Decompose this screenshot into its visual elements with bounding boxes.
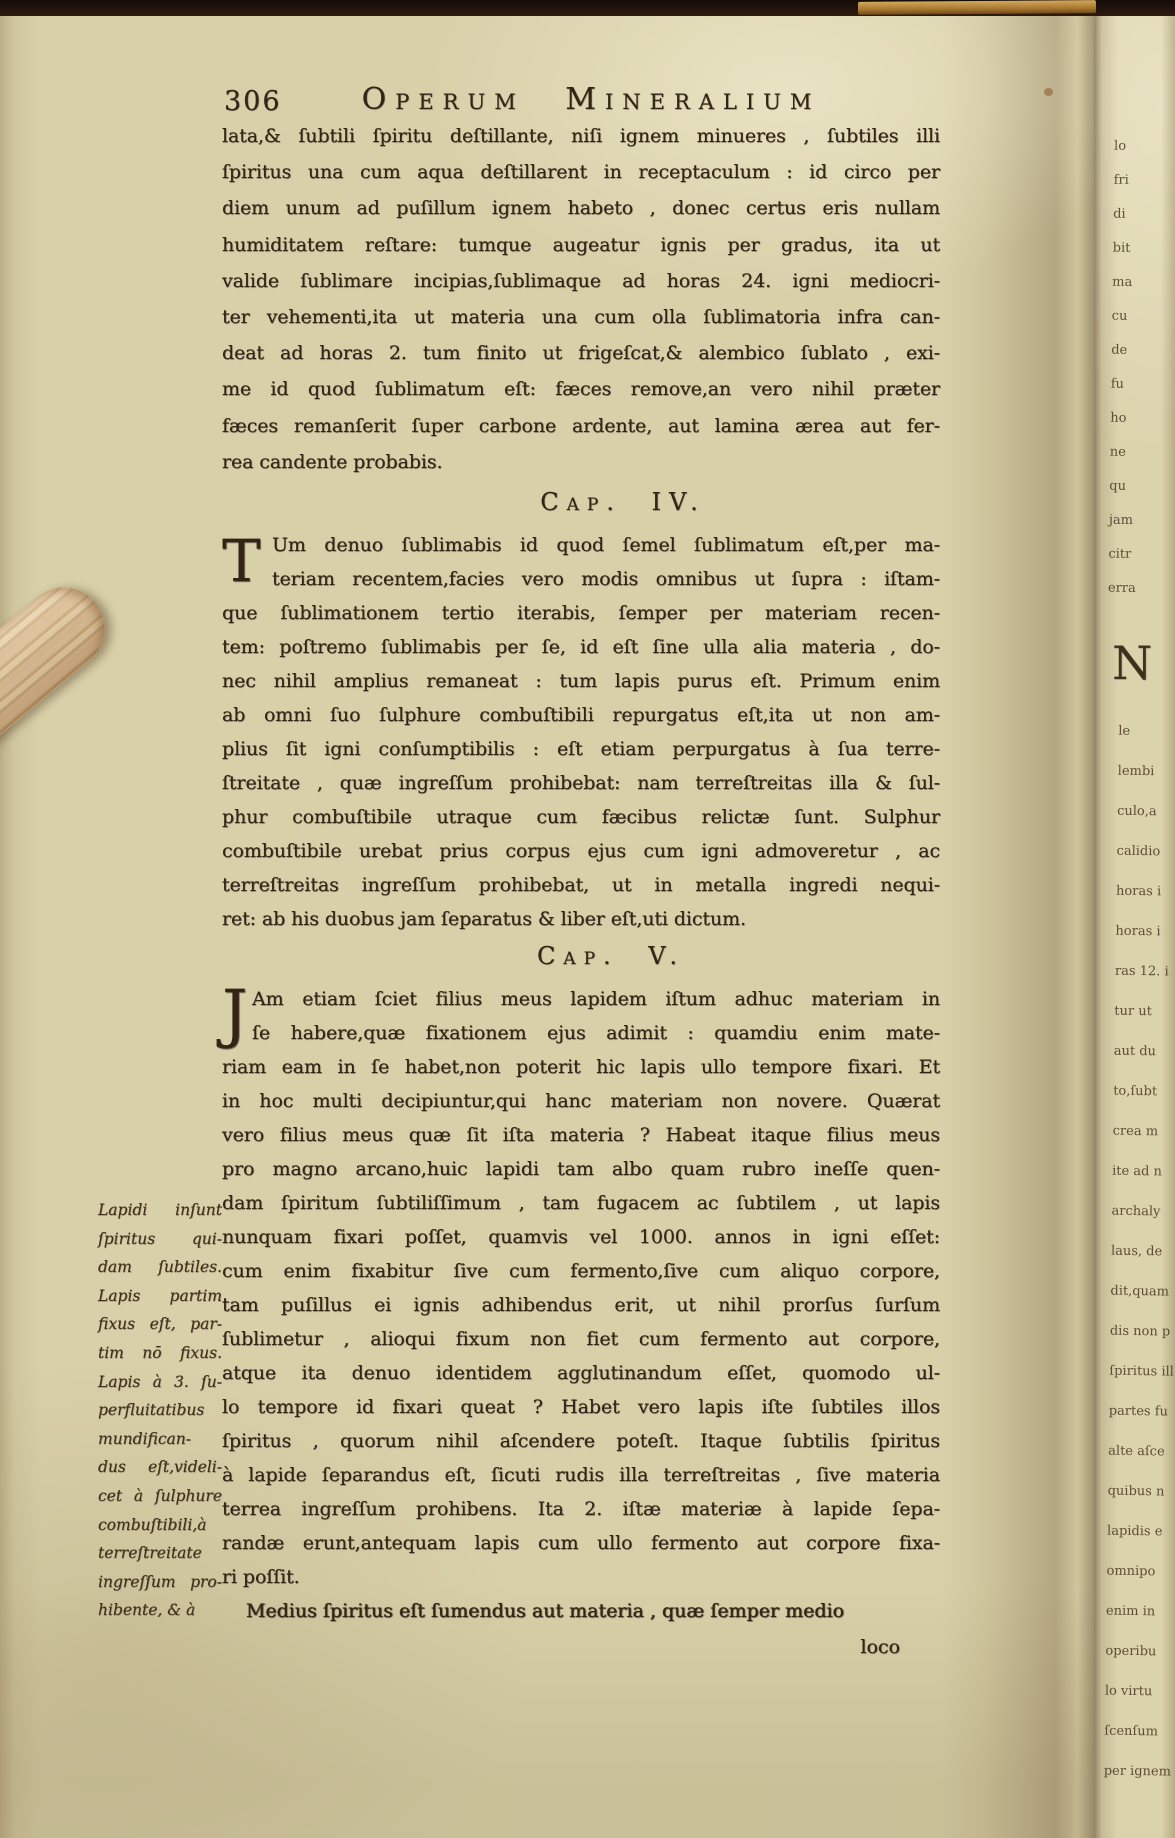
text-fragment: quibus n bbox=[1107, 1483, 1165, 1500]
text-fragment: operibu bbox=[1105, 1643, 1157, 1660]
chapter-heading-text: Cap. V. bbox=[536, 942, 686, 970]
page-number: 306 bbox=[224, 86, 282, 117]
text-fragment: archaly bbox=[1111, 1203, 1161, 1220]
chapter-heading-cap4 bbox=[264, 488, 982, 516]
text-fragment: ſpiritus ill bbox=[1109, 1363, 1174, 1380]
text-line: que ſublimationem tertio iterabis, ſemper per materiam recen- bbox=[222, 602, 940, 624]
margin-note-line: dus eſt,videli- bbox=[98, 1458, 222, 1477]
text-line: lata,& ſubtili ſpiritu deſtillante, niſi ignem minueres , ſubtiles illi bbox=[222, 125, 940, 147]
text-line: nec nihil amplius remaneat : tum lapis purus eſt. Primum enim bbox=[222, 670, 940, 692]
text-fragment: erra bbox=[1107, 580, 1136, 597]
text-fragment: bit bbox=[1112, 240, 1131, 256]
text-line: ſtreitate , quæ ingreſſum prohibebat: nam terreſtreitas illa & ſul- bbox=[222, 772, 940, 794]
text-line: à lapide ſeparandus eſt, ſicuti rudis illa terreſtreitas , ſive materia bbox=[222, 1464, 940, 1486]
drop-cap-j: J bbox=[222, 977, 248, 1051]
text-line: fæces remanſerit ſuper carbone ardente, aut lamina ærea aut fer- bbox=[222, 414, 940, 437]
text-line: plius ſit igni conſumptibilis : eſt etiam perpurgatus à ſua terre- bbox=[222, 738, 940, 760]
text-line: ri poſſit. bbox=[222, 1566, 300, 1588]
text-fragment: alte aſce bbox=[1108, 1443, 1165, 1460]
text-line: riam eam in ſe habet,non poterit hic lapis ullo tempore fixari. Et bbox=[222, 1056, 940, 1078]
text-fragment: lembi bbox=[1117, 763, 1155, 780]
text-fragment: qu bbox=[1109, 478, 1127, 494]
text-line: tam puſillus ei ignis adhibendus erit, ut nihil prorſus ſurſum bbox=[222, 1294, 940, 1316]
margin-note-line: ſpiritus qui- bbox=[98, 1229, 222, 1248]
text-fragment: ras 12. i bbox=[1114, 963, 1169, 980]
book-page bbox=[0, 14, 1094, 1838]
text-line: pro magno arcano,huic lapidi tam albo quam rubro ineſſe quen- bbox=[222, 1158, 940, 1180]
text-fragment: de bbox=[1111, 342, 1128, 358]
text-line: me id quod ſublimatum eſt: fæces remove,an vero nihil præter bbox=[222, 378, 940, 401]
text-line: ab omni ſuo ſulphure combuſtibili repurgatus eſt,ita ut non am- bbox=[222, 704, 940, 726]
margin-note-line: terreſtreitate bbox=[98, 1544, 202, 1563]
text-line: ſublimetur , alioqui fixum non fiet cum fermento aut corpore, bbox=[222, 1328, 940, 1350]
paragraph-continuation bbox=[222, 118, 940, 480]
margin-note-line: perfluitatibus bbox=[98, 1401, 205, 1420]
text-line: ſpiritus una cum aqua deſtillarent in receptaculum : id circo per bbox=[222, 161, 940, 184]
margin-note bbox=[98, 1196, 222, 1625]
text-line: terrea ingreſſum prohibens. Ita 2. iſtæ materiæ à lapide ſepa- bbox=[222, 1498, 940, 1520]
text-line: ter vehementi,ita ut materia una cum olla ſublimatoria infra can- bbox=[222, 306, 940, 329]
text-fragment: calidio bbox=[1116, 843, 1161, 860]
text-fragment: tur ut bbox=[1114, 1003, 1153, 1020]
text-line: randæ erunt,antequam lapis cum ullo fermento aut corpore fixa- bbox=[222, 1532, 940, 1554]
text-column bbox=[222, 14, 940, 1838]
text-line: combuſtibile urebat prius corpus ejus cum igni admoveretur , ac bbox=[222, 840, 940, 862]
margin-note-line: dam ſubtiles. bbox=[98, 1258, 222, 1277]
next-page-edge bbox=[1094, 14, 1175, 1838]
text-fragment: cu bbox=[1111, 308, 1128, 324]
margin-note-line: combuſtibili,à bbox=[98, 1515, 207, 1534]
text-fragment: to,ſubt bbox=[1113, 1083, 1158, 1100]
text-fragment: lo virtu bbox=[1104, 1683, 1153, 1700]
gilded-page-edge bbox=[858, 0, 1096, 15]
running-title: Operum Mineralium bbox=[361, 82, 821, 117]
text-line: nunquam fixari poſſet, quamvis vel 1000. annos in igni eſſet: bbox=[222, 1226, 940, 1248]
margin-note-line: hibente, & à bbox=[98, 1601, 196, 1620]
text-fragment: dit,quam bbox=[1110, 1283, 1170, 1300]
margin-note-line: Lapidi inſunt bbox=[98, 1201, 222, 1219]
text-fragment: laus, de bbox=[1110, 1243, 1163, 1260]
paper-speckle bbox=[1044, 88, 1053, 96]
text-fragment: omnipo bbox=[1106, 1563, 1156, 1580]
text-line: ret: ab his duobus jam ſeparatus & liber eſt,uti dictum. bbox=[222, 908, 746, 930]
text-line: vero filius meus quæ ſit iſta materia ? Habeat itaque filius meus bbox=[222, 1124, 940, 1146]
text-line: in hoc multi decipiuntur,qui hanc materiam non novere. Quærat bbox=[222, 1090, 940, 1112]
paragraph-cap5 bbox=[222, 977, 940, 1594]
text-line: phur combuſtibile utraque cum fæcibus relictæ ſunt. Sulphur bbox=[222, 806, 940, 828]
text-fragment: di bbox=[1113, 206, 1126, 222]
paragraph-cap4 bbox=[222, 528, 940, 936]
text-line: tem: poſtremo ſublimabis per ſe, id eſt ſine ulla alia materia , do- bbox=[222, 636, 940, 658]
text-fragment: ne bbox=[1109, 444, 1127, 460]
next-page-text-fragments-top bbox=[1094, 129, 1175, 606]
text-line: ſe habere,quæ fixationem ejus adimit : quamdiu enim mate- bbox=[252, 1022, 940, 1044]
next-page-initial: N bbox=[1112, 636, 1153, 690]
margin-note-line: mundifican- bbox=[98, 1429, 192, 1448]
text-line: lo tempore id fixari queat ? Habet vero lapis iſte ſubtiles illos bbox=[222, 1396, 940, 1418]
text-line: rea candente probabis. bbox=[222, 450, 443, 473]
text-fragment: ite ad n bbox=[1112, 1163, 1163, 1180]
wooden-bookmark bbox=[0, 571, 121, 782]
text-fragment: fri bbox=[1113, 172, 1129, 188]
text-fragment: per ignem bbox=[1103, 1763, 1172, 1780]
catchword: loco bbox=[860, 1636, 900, 1658]
text-fragment: aut du bbox=[1113, 1043, 1157, 1060]
next-page-text-fragments-bottom bbox=[1094, 711, 1175, 1792]
text-line: atque ita denuo identidem agglutinandum eſſet, quomodo ul- bbox=[222, 1362, 940, 1384]
text-fragment: ho bbox=[1110, 410, 1127, 426]
text-fragment: fu bbox=[1110, 376, 1125, 392]
text-line: ſpiritus , quorum nihil aſcendere poteſt. Itaque ſubtilis ſpiritus bbox=[222, 1430, 940, 1452]
text-line: diem unum ad puſillum ignem habeto , donec certus eris nullam bbox=[222, 197, 940, 220]
text-line: cum enim fixabitur ſive cum fermento,ſive cum aliquo corpore, bbox=[222, 1260, 940, 1282]
text-fragment: enim in bbox=[1105, 1603, 1156, 1620]
margin-note-line: Lapis partim bbox=[98, 1286, 222, 1305]
drop-cap-t: T bbox=[222, 527, 261, 595]
book-top-edge bbox=[0, 0, 1175, 16]
text-line: valide ſublimare incipias,ſublimaque ad horas 24. igni mediocri- bbox=[222, 269, 940, 292]
text-line: humiditatem reſtare: tumque augeatur ignis per gradus, ita ut bbox=[222, 233, 940, 256]
text-fragment: horas i bbox=[1115, 883, 1162, 900]
text-line: teriam recentem,facies vero modis omnibus ut ſupra : iſtam- bbox=[272, 568, 940, 590]
text-fragment: ſcenſum bbox=[1104, 1723, 1159, 1740]
text-line: dam ſpiritum ſubtiliſſimum , tam fugacem ac ſubtilem , ut lapis bbox=[222, 1192, 940, 1214]
closing-line: Medius ſpiritus eſt ſumendus aut materia , quæ ſemper medio bbox=[246, 1600, 845, 1622]
text-line: Um denuo ſublimabis id quod ſemel ſublimatum eſt,per ma- bbox=[272, 534, 940, 556]
text-line: terreſtreitas ingreſſum prohibebat, ut in metalla ingredi nequi- bbox=[222, 874, 940, 896]
margin-note-line: Lapis à 3. ſu- bbox=[98, 1372, 222, 1391]
margin-note-line: cet à ſulphure bbox=[98, 1486, 222, 1505]
margin-note-line: ingreſſum pro- bbox=[98, 1572, 222, 1591]
text-fragment: jam bbox=[1108, 512, 1134, 528]
text-fragment: crea m bbox=[1112, 1123, 1159, 1140]
text-fragment: horas i bbox=[1115, 923, 1161, 940]
chapter-heading-cap5 bbox=[252, 942, 970, 970]
text-line: Am etiam ſciet filius meus lapidem iſtum adhuc materiam in bbox=[252, 988, 940, 1010]
margin-note-line: tim nō fixus. bbox=[98, 1343, 222, 1362]
text-fragment: lapidis e bbox=[1106, 1523, 1163, 1540]
text-fragment: culo,a bbox=[1117, 803, 1157, 820]
text-fragment: lo bbox=[1113, 138, 1127, 154]
chapter-heading-text: Cap. IV. bbox=[540, 488, 706, 516]
text-fragment: partes fu bbox=[1108, 1403, 1169, 1420]
margin-note-line: fixus eſt, par- bbox=[98, 1315, 222, 1334]
text-fragment: le bbox=[1118, 723, 1131, 739]
text-fragment: dis non p bbox=[1109, 1323, 1171, 1340]
text-line: deat ad horas 2. tum finito ut frigeſcat,& alembico ſublato , exi- bbox=[222, 342, 940, 365]
text-fragment: citr bbox=[1108, 546, 1132, 562]
text-fragment: ma bbox=[1112, 274, 1133, 290]
